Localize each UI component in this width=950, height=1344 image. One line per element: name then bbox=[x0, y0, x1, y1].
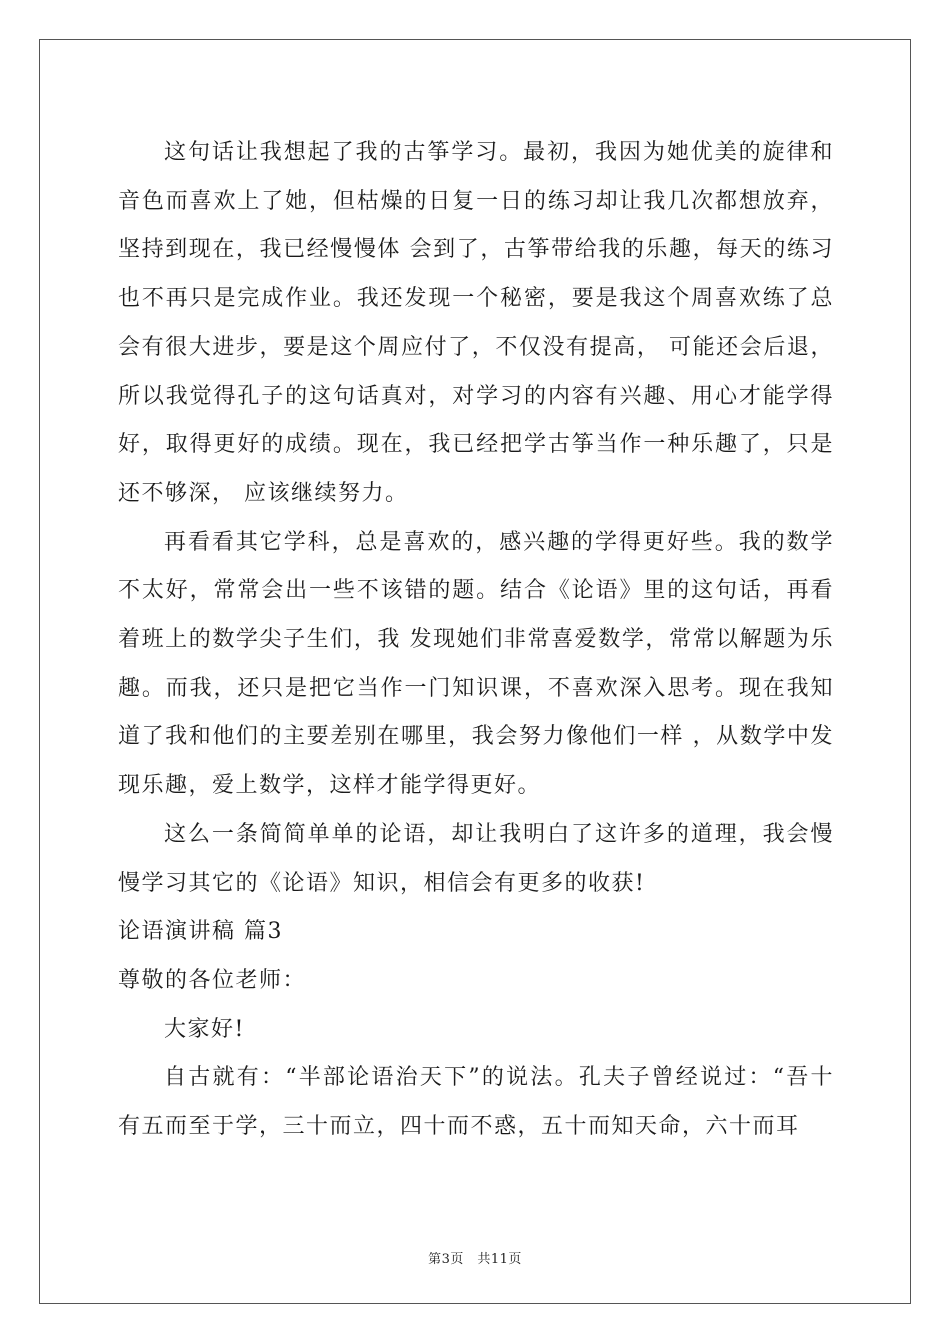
paragraph-guzheng: 这句话让我想起了我的古筝学习。最初，我因为她优美的旋律和音色而喜欢上了她，但枯燥的日复一日的练习却让我几次都想放弃，坚持到现在，我已经慢慢体 会到了，古筝带给我的乐趣，每天的练习也不再只是完成作业。我还发现一个秘密，要是我这个周喜欢练了总会有很大进步，要是这个周应付了，不仅没有提高， 可能还会后退，所以我觉得孔子的这句话真对，对学习的内容有兴趣、用心才能学得好，取得更好的成绩。现在，我已经把学古筝当作一种乐趣了，只是还不够深， 应该继续努力。 bbox=[118, 140, 834, 506]
paragraph-math: 再看看其它学科，总是喜欢的，感兴趣的学得更好些。我的数学不太好，常常会出一些不该错的题。结合《论语》里的这句话，再看着班上的数学尖子生们，我 发现她们非常喜爱数学，常常以解题为乐趣。而我，还只是把它当作一门知识课，不喜欢深入思考。现在我知道了我和他们的主要差别在哪里，我会努力像他们一样 ，从数学中发现乐趣，爱上数学，这样才能学得更好。 bbox=[118, 529, 834, 799]
salutation: 尊敬的各位老师： bbox=[118, 967, 307, 993]
paragraph-conclusion: 这么一条简简单单的论语，却让我明白了这许多的道理，我会慢慢学习其它的《论语》知识，相信会有更多的收获! bbox=[118, 821, 834, 896]
page-number-footer: 第3页 共11页 bbox=[428, 1252, 522, 1267]
section-heading: 论语演讲稿 篇3 bbox=[118, 919, 283, 945]
document-body bbox=[118, 129, 834, 1152]
greeting: 大家好! bbox=[164, 1016, 245, 1042]
paragraph-quote: 自古就有：“半部论语治天下”的说法。孔夫子曾经说过：“吾十有五而至于学，三十而立，四十而不惑，五十而知天命，六十而耳 bbox=[118, 1065, 834, 1140]
